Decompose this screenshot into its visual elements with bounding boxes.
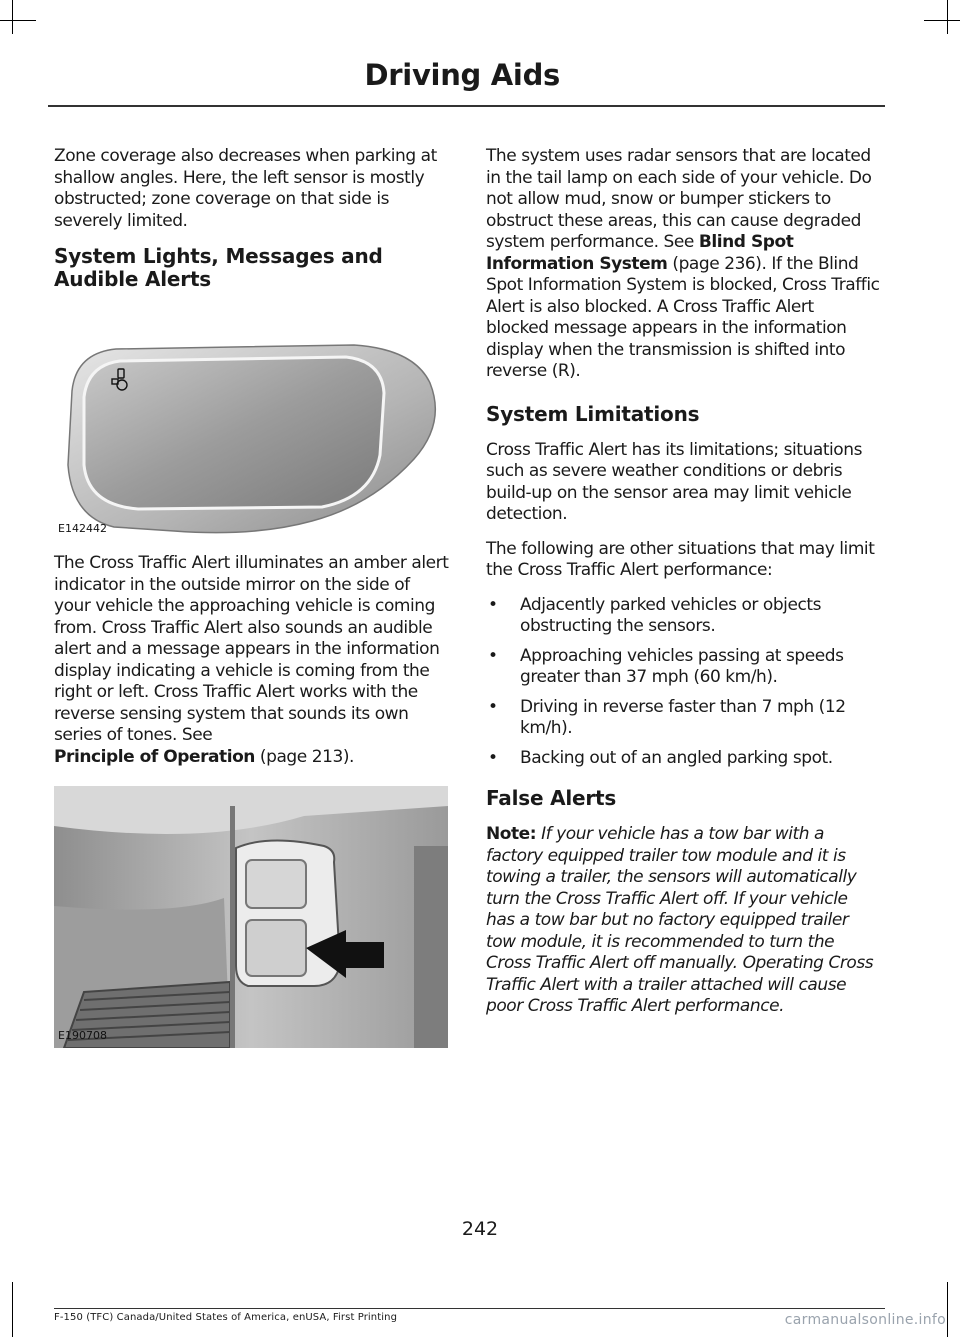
crop-mark bbox=[12, 0, 13, 34]
limitations-list bbox=[486, 595, 881, 770]
list-item: • Backing out of an angled parking spot. bbox=[486, 748, 881, 770]
tail-lamp bbox=[236, 840, 340, 986]
section-heading: False Alerts bbox=[486, 786, 617, 810]
paragraph: Zone coverage also decreases when parking at shallow angles. Here, the left sensor is mostly obstructed; zone coverage on that side is severely limited. bbox=[54, 146, 437, 231]
section-heading: System Lights, Messages and Audible Alerts bbox=[54, 244, 383, 291]
paragraph: Cross Traffic Alert has its limitations; situations such as severe weather conditions or debris build-up on the sensor area may limit vehicle detection. bbox=[486, 439, 862, 524]
tail-lamp-figure bbox=[54, 786, 448, 1048]
tail-lamp-illustration bbox=[54, 786, 448, 1048]
section-heading: System Limitations bbox=[486, 401, 700, 426]
footer-text: F-150 (TFC) Canada/United States of America, enUSA, First Printing bbox=[54, 1312, 398, 1323]
figure-id: E190708 bbox=[58, 1028, 107, 1042]
paragraph: The following are other situations that may limit the Cross Traffic Alert performance: bbox=[486, 538, 875, 580]
side-mirror-illustration bbox=[54, 305, 448, 541]
mirror-figure bbox=[54, 305, 448, 541]
note-text: If your vehicle has a tow bar with a factory equipped trailer tow module and it is towing a trailer, the sensors will automatically turn the Cross Traffic Alert off. If your vehicle has a tow bar but no factory equipped trailer tow module, it is recommended to turn the Cross Traffic Alert off manually. Operating Cross Traffic Alert with a trailer attached will cause poor Cross Traffic Alert performance. bbox=[486, 824, 874, 1016]
list-item: • Approaching vehicles passing at speeds greater than 37 mph (60 km/h). bbox=[486, 646, 881, 689]
cross-reference-link[interactable]: Principle of Operation bbox=[54, 746, 255, 767]
paragraph: The Cross Traffic Alert illuminates an amber alert indicator in the outside mirror on the side of your vehicle the approaching vehicle is coming from. Cross Traffic Alert also sounds an audible alert and a message appears in the information display indicating a vehicle is coming from the right or left. Cross Traffic Alert works with the reverse sensing system that sounds its own series of tones. See Principle of Operation (page 213). bbox=[54, 553, 449, 767]
crop-mark bbox=[924, 20, 960, 21]
note-paragraph bbox=[486, 824, 881, 1018]
crop-mark bbox=[0, 20, 36, 21]
footer-divider bbox=[54, 1308, 885, 1309]
note-label: Note: bbox=[486, 824, 537, 844]
list-item: • Driving in reverse faster than 7 mph (12 km/h). bbox=[486, 697, 881, 740]
crop-mark bbox=[947, 1282, 948, 1337]
paragraph: The system uses radar sensors that are located in the tail lamp on each side of your vehicle. Do not allow mud, snow or bumper stickers to obstruct these areas, this can cause degraded system performance. See Blind Spot Information System (page 236). If the Blind Spot Information System is blocked, Cross Traffic Alert is also blocked. A Cross Traffic Alert blocked message appears in the information display when the transmission is shifted into reverse (R). bbox=[486, 146, 880, 381]
crop-mark bbox=[12, 1282, 13, 1337]
watermark: carmanualsonline.info bbox=[784, 1312, 946, 1328]
list-item: • Adjacently parked vehicles or objects obstructing the sensors. bbox=[486, 595, 881, 638]
cross-reference-link[interactable]: Blind Spot Information System bbox=[486, 232, 794, 274]
figure-id: E142442 bbox=[58, 521, 107, 535]
right-column bbox=[486, 146, 881, 1031]
crop-mark bbox=[947, 0, 948, 34]
page-title: Driving Aids bbox=[364, 58, 560, 92]
page-number: 242 bbox=[461, 1218, 499, 1240]
header-divider bbox=[48, 105, 885, 107]
left-column bbox=[54, 146, 450, 1060]
